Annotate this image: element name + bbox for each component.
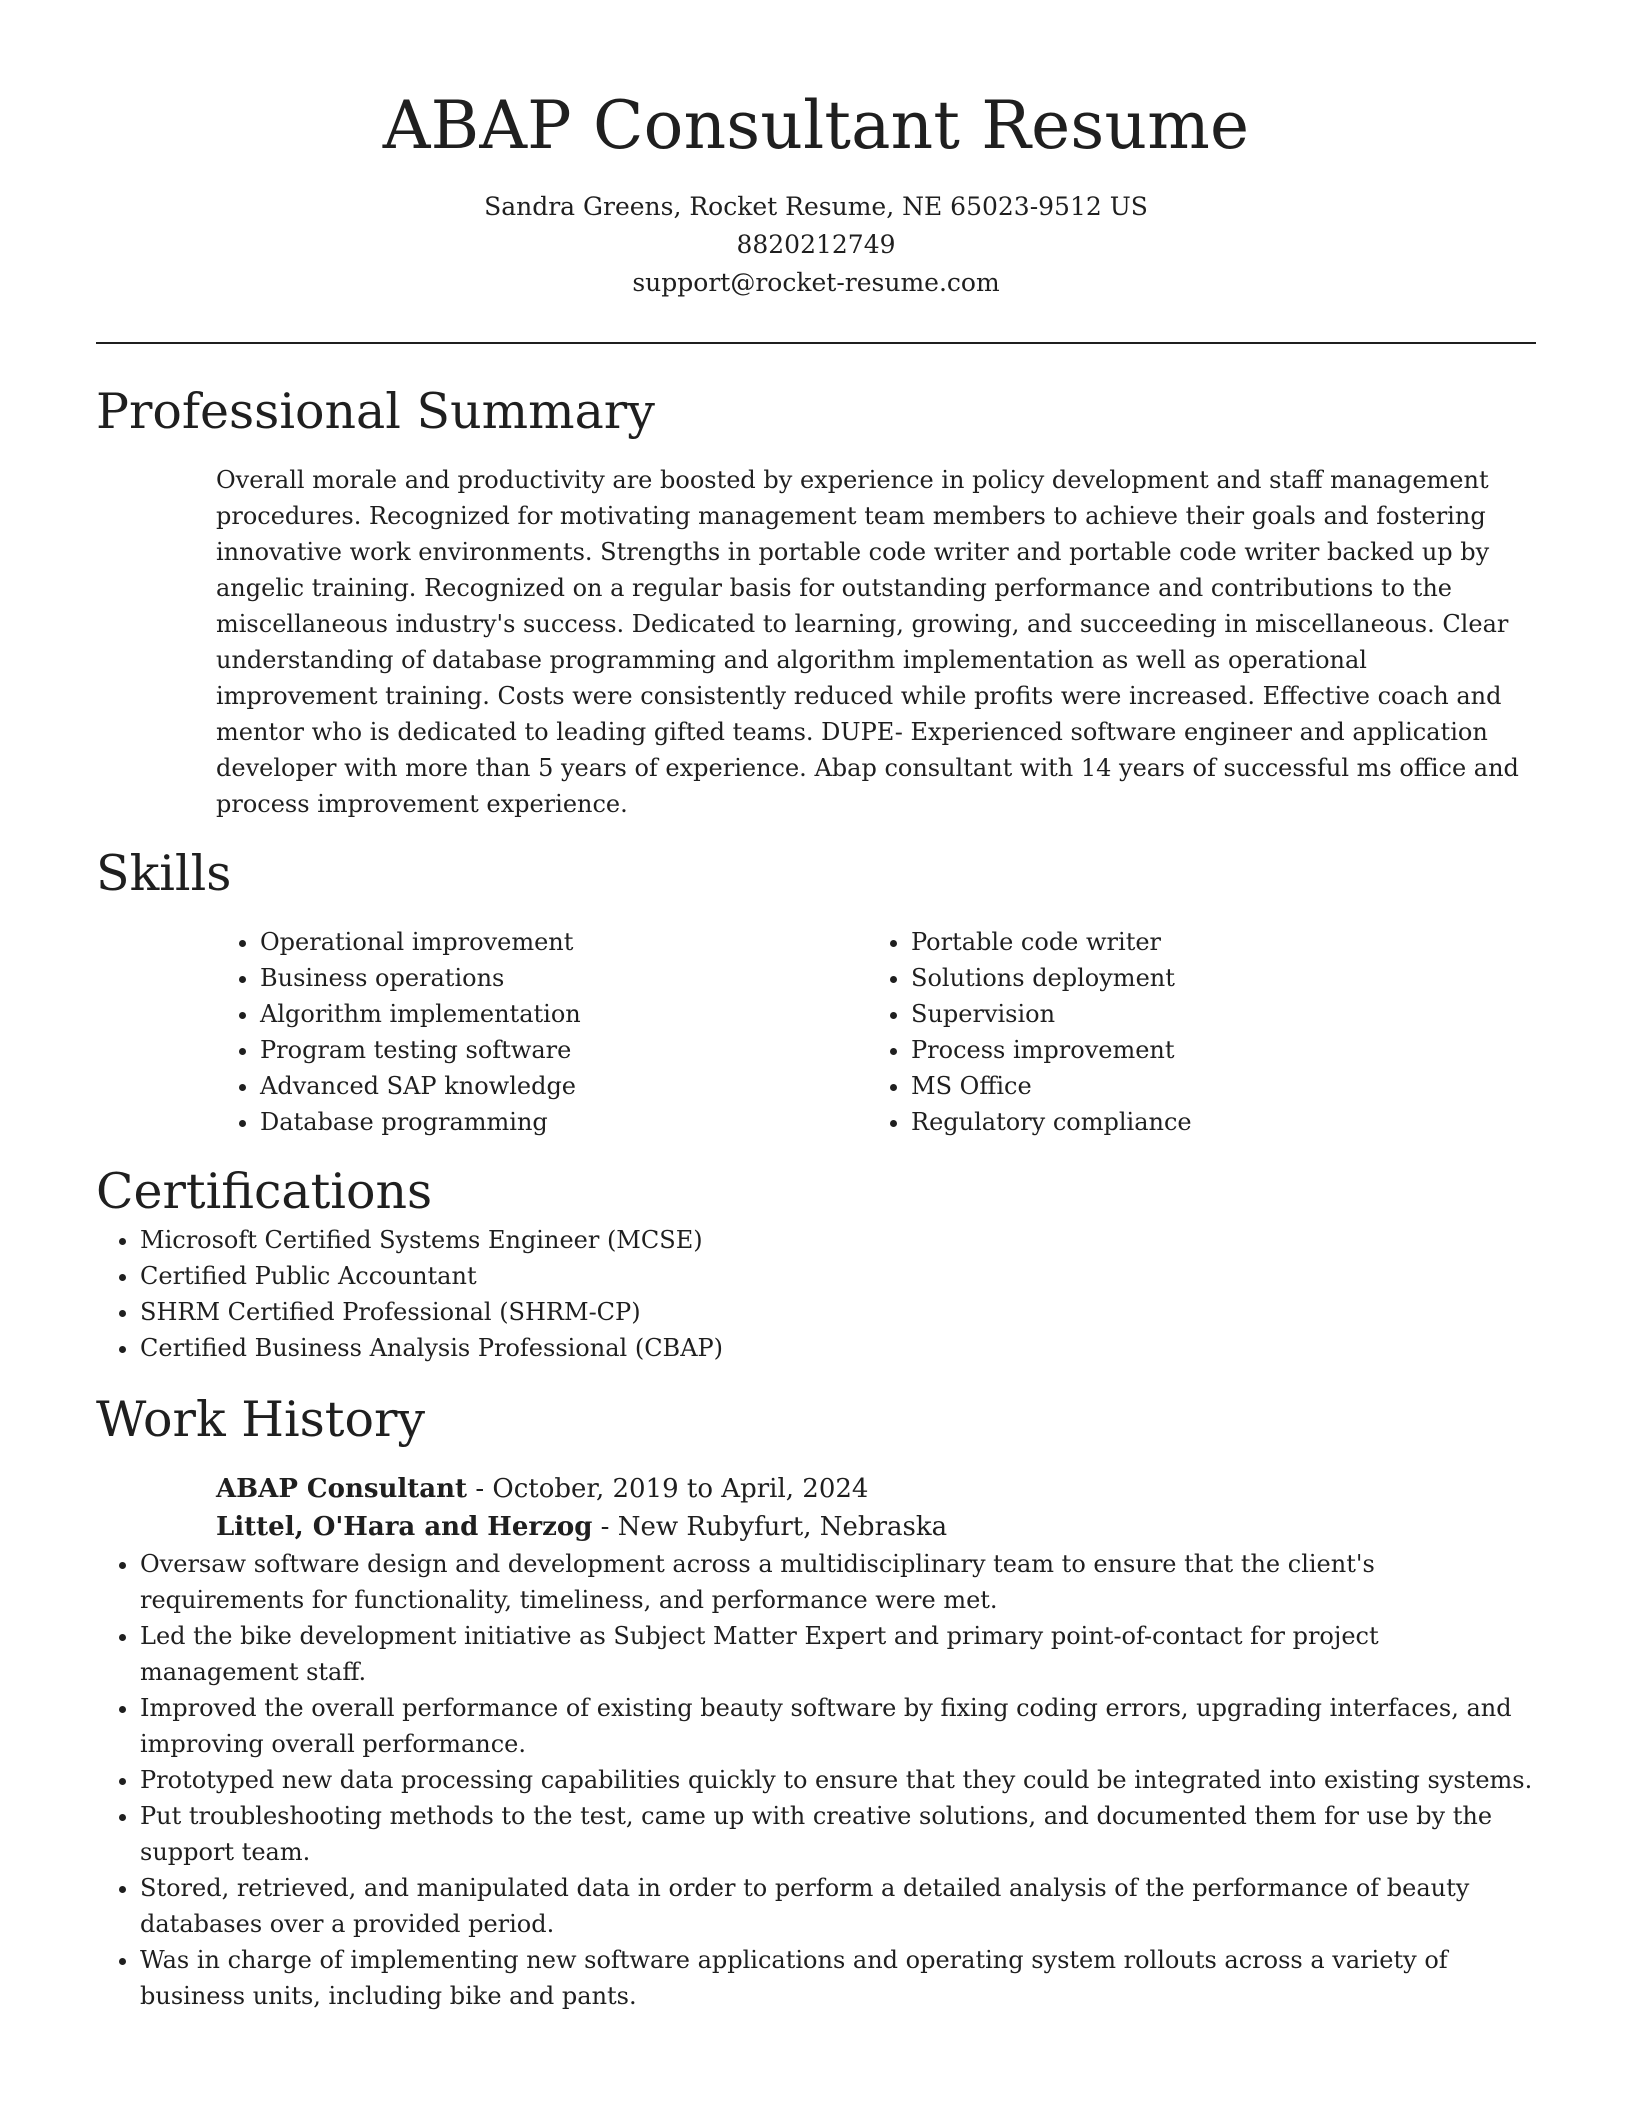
job-title: ABAP Consultant [216,1474,468,1504]
job-duty-item: • Was in charge of implementing new software applications and operating system rollouts across a variety of business units, including bike and pants. [140,1942,1536,2014]
job-title-line [216,1470,1536,1508]
job-duty-item: • Improved the overall performance of existing beauty software by fixing coding errors, upgrading interfaces, and improving overall performance. [140,1690,1536,1762]
certification-item: • Certified Public Accountant [140,1258,1536,1294]
job-duty-item: • Put troubleshooting methods to the test, came up with creative solutions, and documented them for use by the support team. [140,1798,1536,1870]
resume-header [96,0,1536,302]
header-divider [96,342,1536,344]
skills-section [96,844,1536,1140]
work-history-section [96,1390,1536,2014]
skill-item: • Business operations [260,960,867,996]
skills-heading: Skills [96,845,232,902]
job-duties-list [96,1546,1536,2014]
certification-item: • Microsoft Certified Systems Engineer (MCSE) [140,1222,1536,1258]
job-company: Littel, O'Hara and Herzog [216,1512,593,1542]
job-duty-item: • Prototyped new data processing capabilities quickly to ensure that they could be integrated into existing systems. [140,1762,1536,1798]
job-company-line [216,1508,1536,1546]
certification-item: • SHRM Certified Professional (SHRM-CP) [140,1294,1536,1330]
skill-item: • Solutions deployment [911,960,1518,996]
skills-column-left [216,924,867,1140]
job-location: - New Rubyfurt, Nebraska [592,1512,948,1542]
certifications-list [96,1222,1536,1366]
skill-item: • Program testing software [260,1032,867,1068]
certifications-section [96,1162,1536,1366]
job-dates: - October, 2019 to April, 2024 [467,1474,869,1504]
job-duty-item: • Oversaw software design and development across a multidisciplinary team to ensure that the client's requirements for functionality, timeliness, and performance were met. [140,1546,1536,1618]
certifications-heading: Certifications [96,1163,433,1220]
contact-phone: 8820212749 [736,230,896,259]
work-history-heading: Work History [96,1391,426,1448]
skills-grid [216,924,1536,1140]
summary-text: Overall morale and productivity are boosted by experience in policy development and staff management procedures. Recognized for motivating management team members to achieve their goals and fostering innovative work environments. Strengths in portable code writer and portable code writer backed up by angelic training. Recognized on a regular basis for outstanding performance and contributions to the miscellaneous industry's success. Dedicated to learning, growing, and succeeding in miscellaneous. Clear understanding of database programming and algorithm implementation as well as operational improvement training. Costs were consistently reduced while profits were increased. Effective coach and mentor who is dedicated to leading gifted teams. DUPE- Experienced software engineer and application developer with more than 5 years of experience. Abap consultant with 14 years of successful ms office and process improvement experience. [216,466,1519,818]
certification-item: • Certified Business Analysis Professional (CBAP) [140,1330,1536,1366]
skill-item: • Advanced SAP knowledge [260,1068,867,1104]
skill-item: • Portable code writer [911,924,1518,960]
skill-item: • Process improvement [911,1032,1518,1068]
skill-item: • MS Office [911,1068,1518,1104]
contact-address: Sandra Greens, Rocket Resume, NE 65023-9512 US [484,192,1148,221]
skills-list-right [867,924,1518,1140]
job-duty-item: • Led the bike development initiative as Subject Matter Expert and primary point-of-contact for project management staff. [140,1618,1536,1690]
resume-title: ABAP Consultant Resume [382,87,1250,164]
skill-item: • Operational improvement [260,924,867,960]
skill-item: • Regulatory compliance [911,1104,1518,1140]
contact-email: support@rocket-resume.com [632,268,1000,297]
skill-item: • Algorithm implementation [260,996,867,1032]
skills-column-right [867,924,1518,1140]
skill-item: • Database programming [260,1104,867,1140]
professional-summary-section [96,382,1536,822]
job-header [216,1470,1536,1546]
job-duty-item: • Stored, retrieved, and manipulated data in order to perform a detailed analysis of the performance of beauty databases over a provided period. [140,1870,1536,1942]
summary-heading: Professional Summary [96,383,655,440]
contact-info [96,188,1536,302]
skills-list-left [216,924,867,1140]
skill-item: • Supervision [911,996,1518,1032]
